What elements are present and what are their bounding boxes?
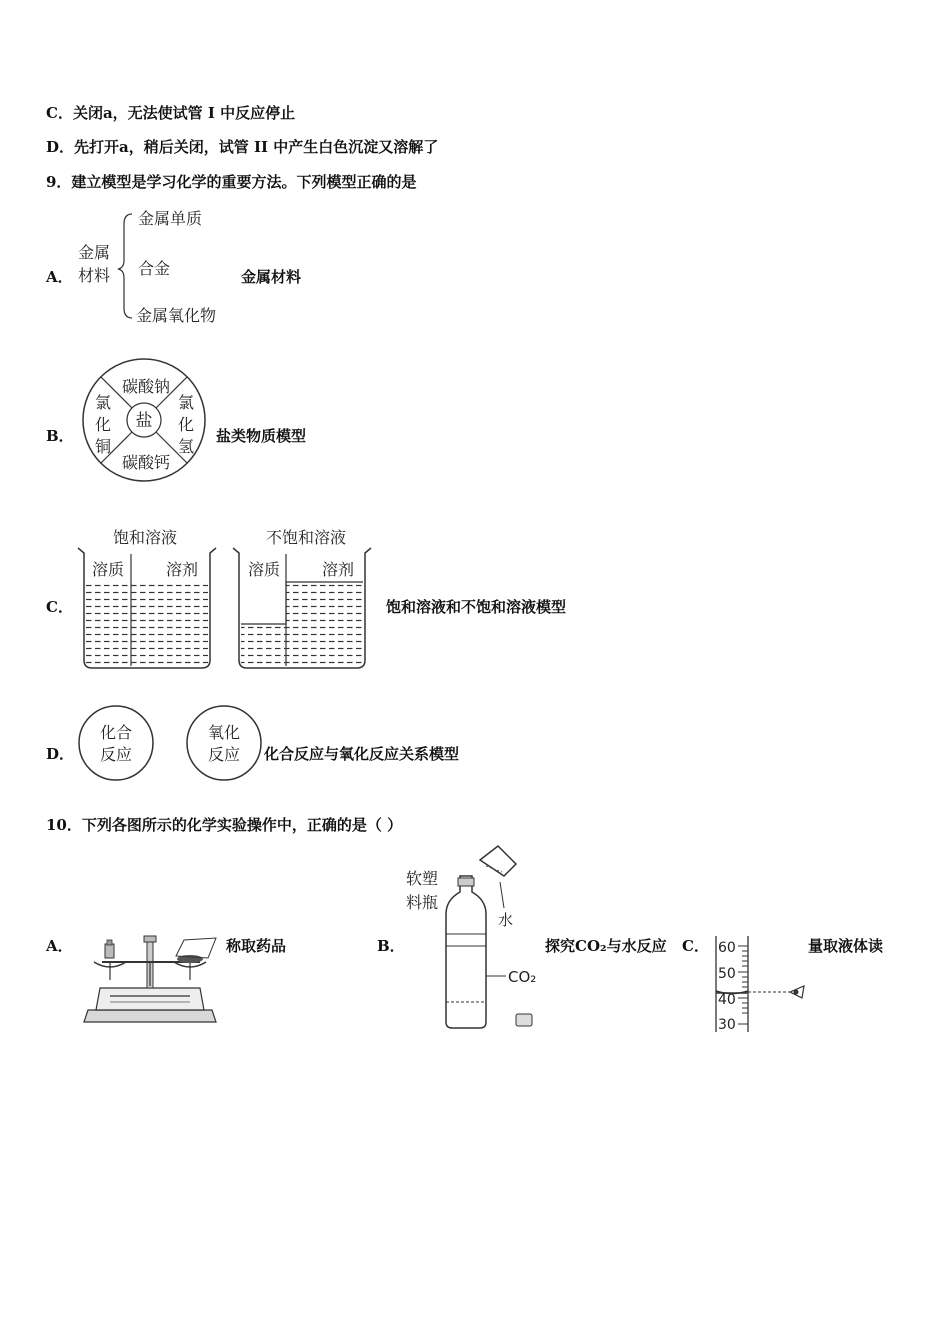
circle2-line-2: 反应 — [207, 745, 241, 764]
q10-option-b-caption: 探究CO₂与水反应 — [545, 937, 667, 955]
tree-branch-1: 金属单质 — [138, 209, 203, 228]
q10-option-c-label: C． — [682, 937, 709, 955]
measuring-cylinder-figure — [708, 934, 808, 1034]
tick-30: 30 — [718, 1017, 736, 1033]
tree-root-line-2: 材料 — [78, 266, 111, 285]
q10-option-c-caption: 量取液体读 — [808, 937, 884, 955]
option-c-line: C．关闭a，无法使试管 I 中反应停止 — [46, 104, 296, 122]
tree-branch-3: 金属氧化物 — [136, 306, 217, 325]
beaker1-solvent-label: 溶剂 — [166, 560, 199, 579]
q9-option-b-caption: 盐类物质模型 — [216, 427, 307, 445]
q9-option-a-label: A． — [46, 268, 73, 286]
balance-scale-figure — [80, 932, 230, 1027]
tree-brace — [118, 214, 132, 318]
beaker2-solute-label: 溶质 — [248, 560, 281, 579]
option-d-line: D．先打开a，稍后关闭，试管 II 中产生白色沉淀又溶解了 — [46, 138, 439, 156]
water-label: 水 — [498, 911, 514, 929]
tree-branch-2: 合金 — [138, 259, 171, 278]
q10-option-a-label: A． — [46, 937, 73, 955]
salt-circle-model — [80, 360, 210, 480]
q9-option-a-caption: 金属材料 — [241, 268, 302, 286]
circle2-line-1: 氧化 — [207, 723, 241, 742]
question-9-stem: 9．建立模型是学习化学的重要方法。下列模型正确的是 — [46, 173, 417, 191]
circle1-line-1: 化合 — [99, 723, 133, 742]
co2-bottle-figure — [400, 842, 545, 1032]
q9-option-d-label: D． — [46, 745, 75, 763]
salt-right-1: 氯 — [177, 393, 195, 412]
q10-option-a-caption: 称取药品 — [226, 937, 287, 955]
tick-40: 40 — [718, 992, 736, 1008]
reaction-circles — [76, 704, 266, 782]
beaker2-solvent-label: 溶剂 — [322, 560, 355, 579]
tick-60: 60 — [718, 940, 736, 956]
tree-root-line-1: 金属 — [78, 243, 111, 262]
solution-beakers — [76, 526, 376, 671]
salt-bottom-label: 碳酸钙 — [121, 453, 171, 472]
q9-option-c-label: C． — [46, 598, 73, 616]
circle1-line-2: 反应 — [99, 745, 133, 764]
salt-left-2: 化 — [94, 415, 112, 434]
co2-label: CO₂ — [508, 968, 537, 986]
beaker1-title: 饱和溶液 — [112, 528, 178, 547]
salt-left-1: 氯 — [94, 393, 112, 412]
tick-50: 50 — [718, 966, 736, 982]
q9-option-c-caption: 饱和溶液和不饱和溶液模型 — [386, 598, 567, 616]
salt-right-2: 化 — [177, 415, 195, 434]
beaker2-title: 不饱和溶液 — [265, 528, 347, 547]
bottle-label-line-1: 软塑 — [406, 869, 439, 888]
salt-center-label: 盐 — [135, 411, 153, 431]
q9-option-d-caption: 化合反应与氧化反应关系模型 — [264, 745, 460, 763]
metal-material-tree — [70, 200, 240, 330]
q9-option-b-label: B． — [46, 427, 74, 445]
beaker1-solute-label: 溶质 — [92, 560, 125, 579]
salt-right-3: 氢 — [177, 437, 195, 456]
q10-option-b-label: B． — [377, 937, 405, 955]
salt-left-3: 铜 — [94, 437, 112, 456]
question-10-stem: 10．下列各图所示的化学实验操作中，正确的是（ ） — [46, 816, 403, 834]
salt-top-label: 碳酸钠 — [121, 377, 171, 396]
bottle-label-line-2: 料瓶 — [406, 893, 439, 912]
